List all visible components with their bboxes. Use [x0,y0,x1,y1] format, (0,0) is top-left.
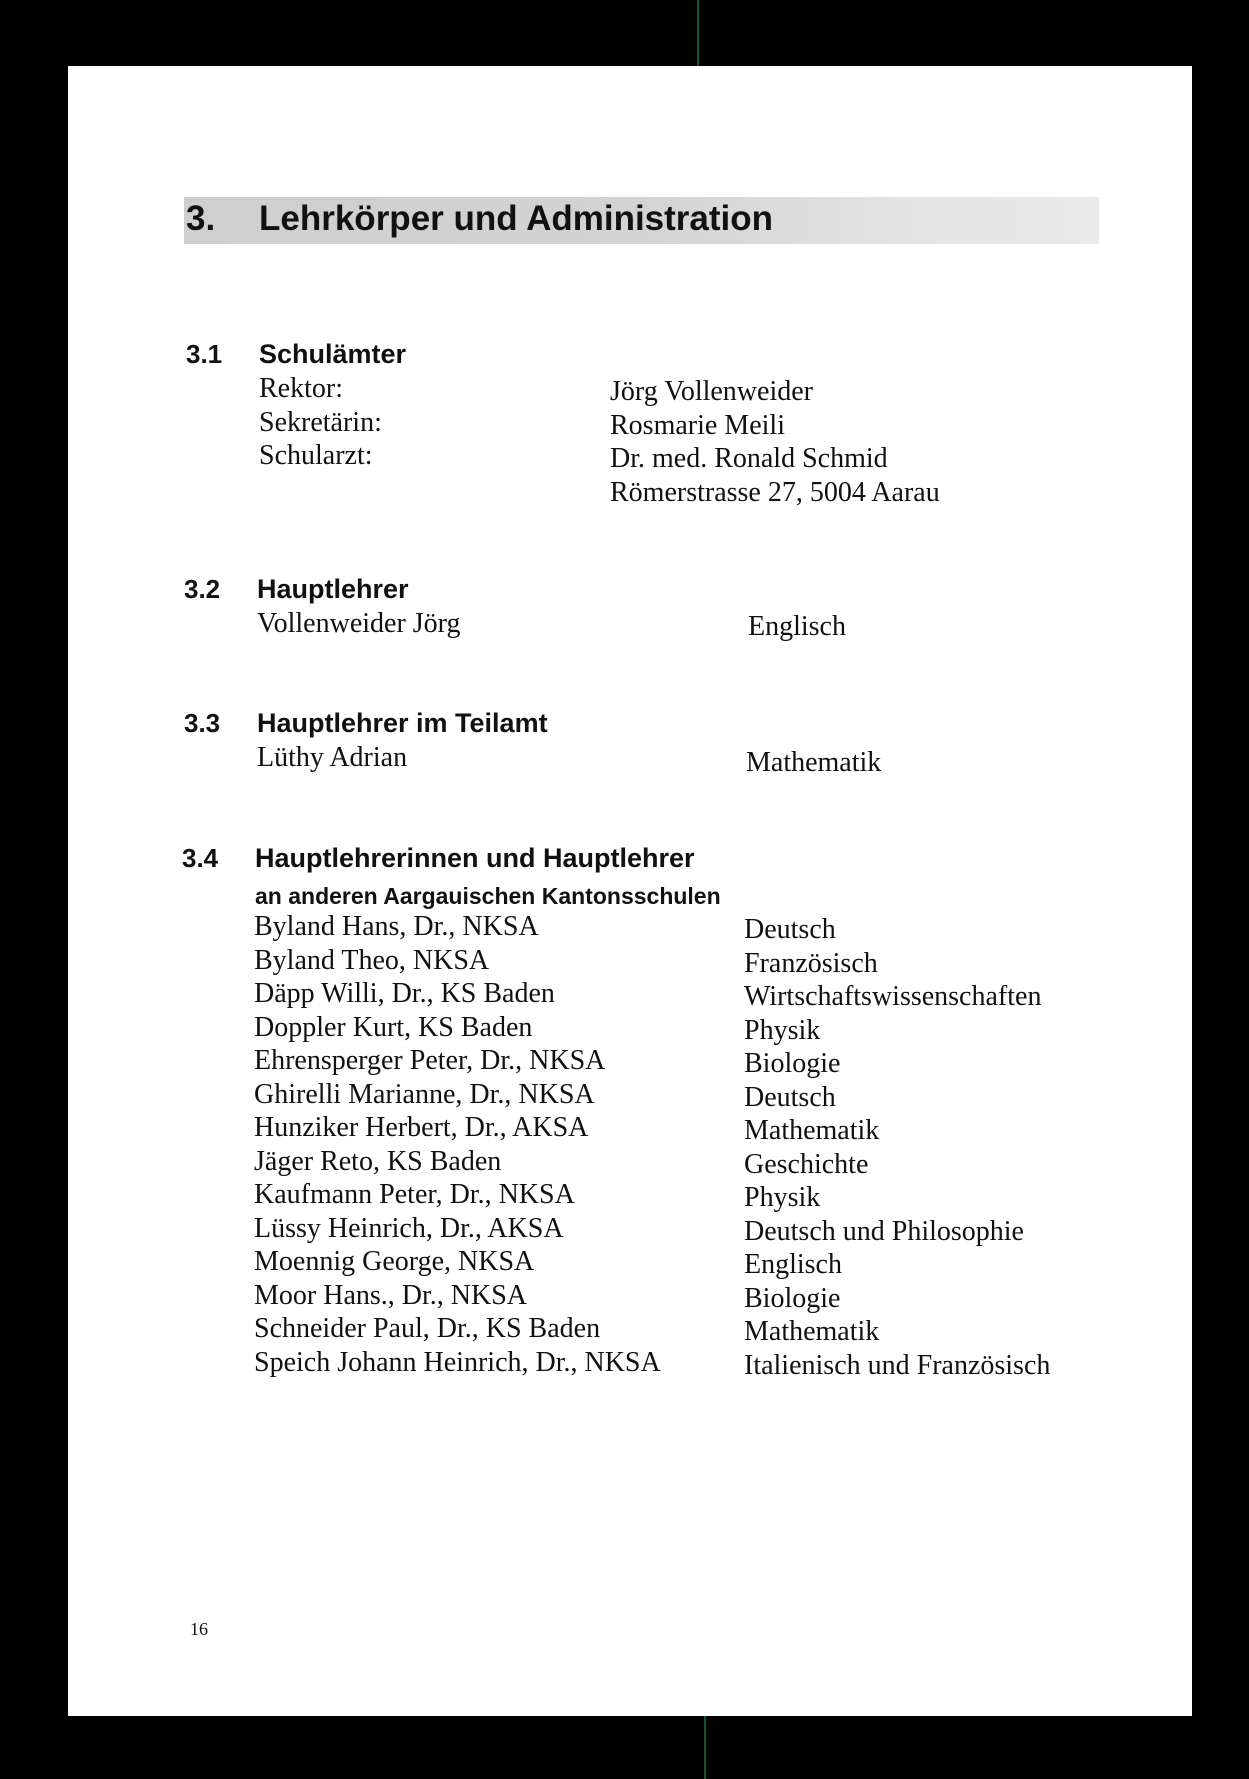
teacher-name: Schneider Paul, Dr., KS Baden [254,1313,601,1344]
document-page [68,66,1192,1716]
teacher-name: Lüssy Heinrich, Dr., AKSA [254,1212,564,1244]
label-sekretaerin: Sekretärin: [259,406,382,438]
value-sekretaerin: Rosmarie Meili [610,409,785,441]
section-1-values [610,375,940,509]
teacher-name: Ghirelli Marianne, Dr., NKSA [254,1078,595,1110]
label-schularzt: Schularzt: [259,440,373,471]
scan-edge-line-top [697,0,699,66]
value-schularzt-address: Römerstrasse 27, 5004 Aarau [610,476,940,508]
teacher-name: Hunziker Herbert, Dr., AKSA [254,1112,589,1143]
teacher-name: Moor Hans., Dr., NKSA [254,1279,527,1311]
section-3-title: Hauptlehrer im Teilamt [257,708,548,738]
teacher-name: Speich Johann Heinrich, Dr., NKSA [254,1346,661,1378]
teacher-subject: Deutsch und Philosophie [744,1215,1024,1247]
teacher-subject: Englisch [744,1249,842,1280]
teacher-name: Jäger Reto, KS Baden [254,1145,502,1177]
section-1-labels [259,372,382,473]
teacher-name: Doppler Kurt, KS Baden [254,1011,533,1043]
value-schularzt: Dr. med. Ronald Schmid [610,443,888,474]
section-3-number: 3.3 [184,708,221,738]
teacher-name: Byland Hans, Dr., NKSA [254,911,539,942]
scan-edge-line-bottom [704,1716,706,1779]
teacher-subject: Mathematik [744,1316,880,1347]
teacher-name: Däpp Willi, Dr., KS Baden [254,978,555,1009]
teacher-subject: Deutsch [744,914,836,945]
section-4-subtitle: an anderen Aargauischen Kantonsschulen [255,883,721,909]
chapter-number: 3. [186,199,216,238]
teacher-subject: Geschichte [744,1148,869,1180]
section-4-names [254,910,661,1379]
section-1-number: 3.1 [186,339,223,369]
teacher-subject: Deutsch [744,1081,836,1113]
chapter-title: Lehrkörper und Administration [259,199,774,238]
section-4-number: 3.4 [182,843,219,873]
page-number: 16 [190,1619,208,1639]
teacher-name: Byland Theo, NKSA [254,944,490,976]
section-4-title: Hauptlehrerinnen und Hauptlehrer [255,843,695,873]
section-2-subject: Englisch [748,611,846,642]
section-1-title: Schulämter [259,339,407,369]
section-2-name: Vollenweider Jörg [257,608,461,639]
teacher-subject: Mathematik [744,1115,880,1146]
teacher-subject: Wirtschaftswissenschaften [744,981,1042,1012]
value-rektor: Jörg Vollenweider [610,376,813,407]
teacher-name: Moennig George, NKSA [254,1246,535,1277]
teacher-subject: Physik [744,1182,821,1213]
teacher-subject: Italienisch und Französisch [744,1349,1051,1381]
teacher-subject: Physik [744,1014,821,1046]
section-2-title: Hauptlehrer [257,574,409,604]
label-rektor: Rektor: [259,373,343,404]
teacher-subject: Biologie [744,1048,841,1079]
teacher-subject: Französisch [744,947,878,979]
teacher-name: Ehrensperger Peter, Dr., NKSA [254,1045,606,1076]
teacher-name: Kaufmann Peter, Dr., NKSA [254,1179,575,1210]
section-4-subjects [744,913,1050,1382]
teacher-subject: Biologie [744,1282,841,1314]
section-3-name: Lüthy Adrian [257,742,408,773]
section-3-subject: Mathematik [746,747,882,778]
section-2-number: 3.2 [184,574,221,604]
